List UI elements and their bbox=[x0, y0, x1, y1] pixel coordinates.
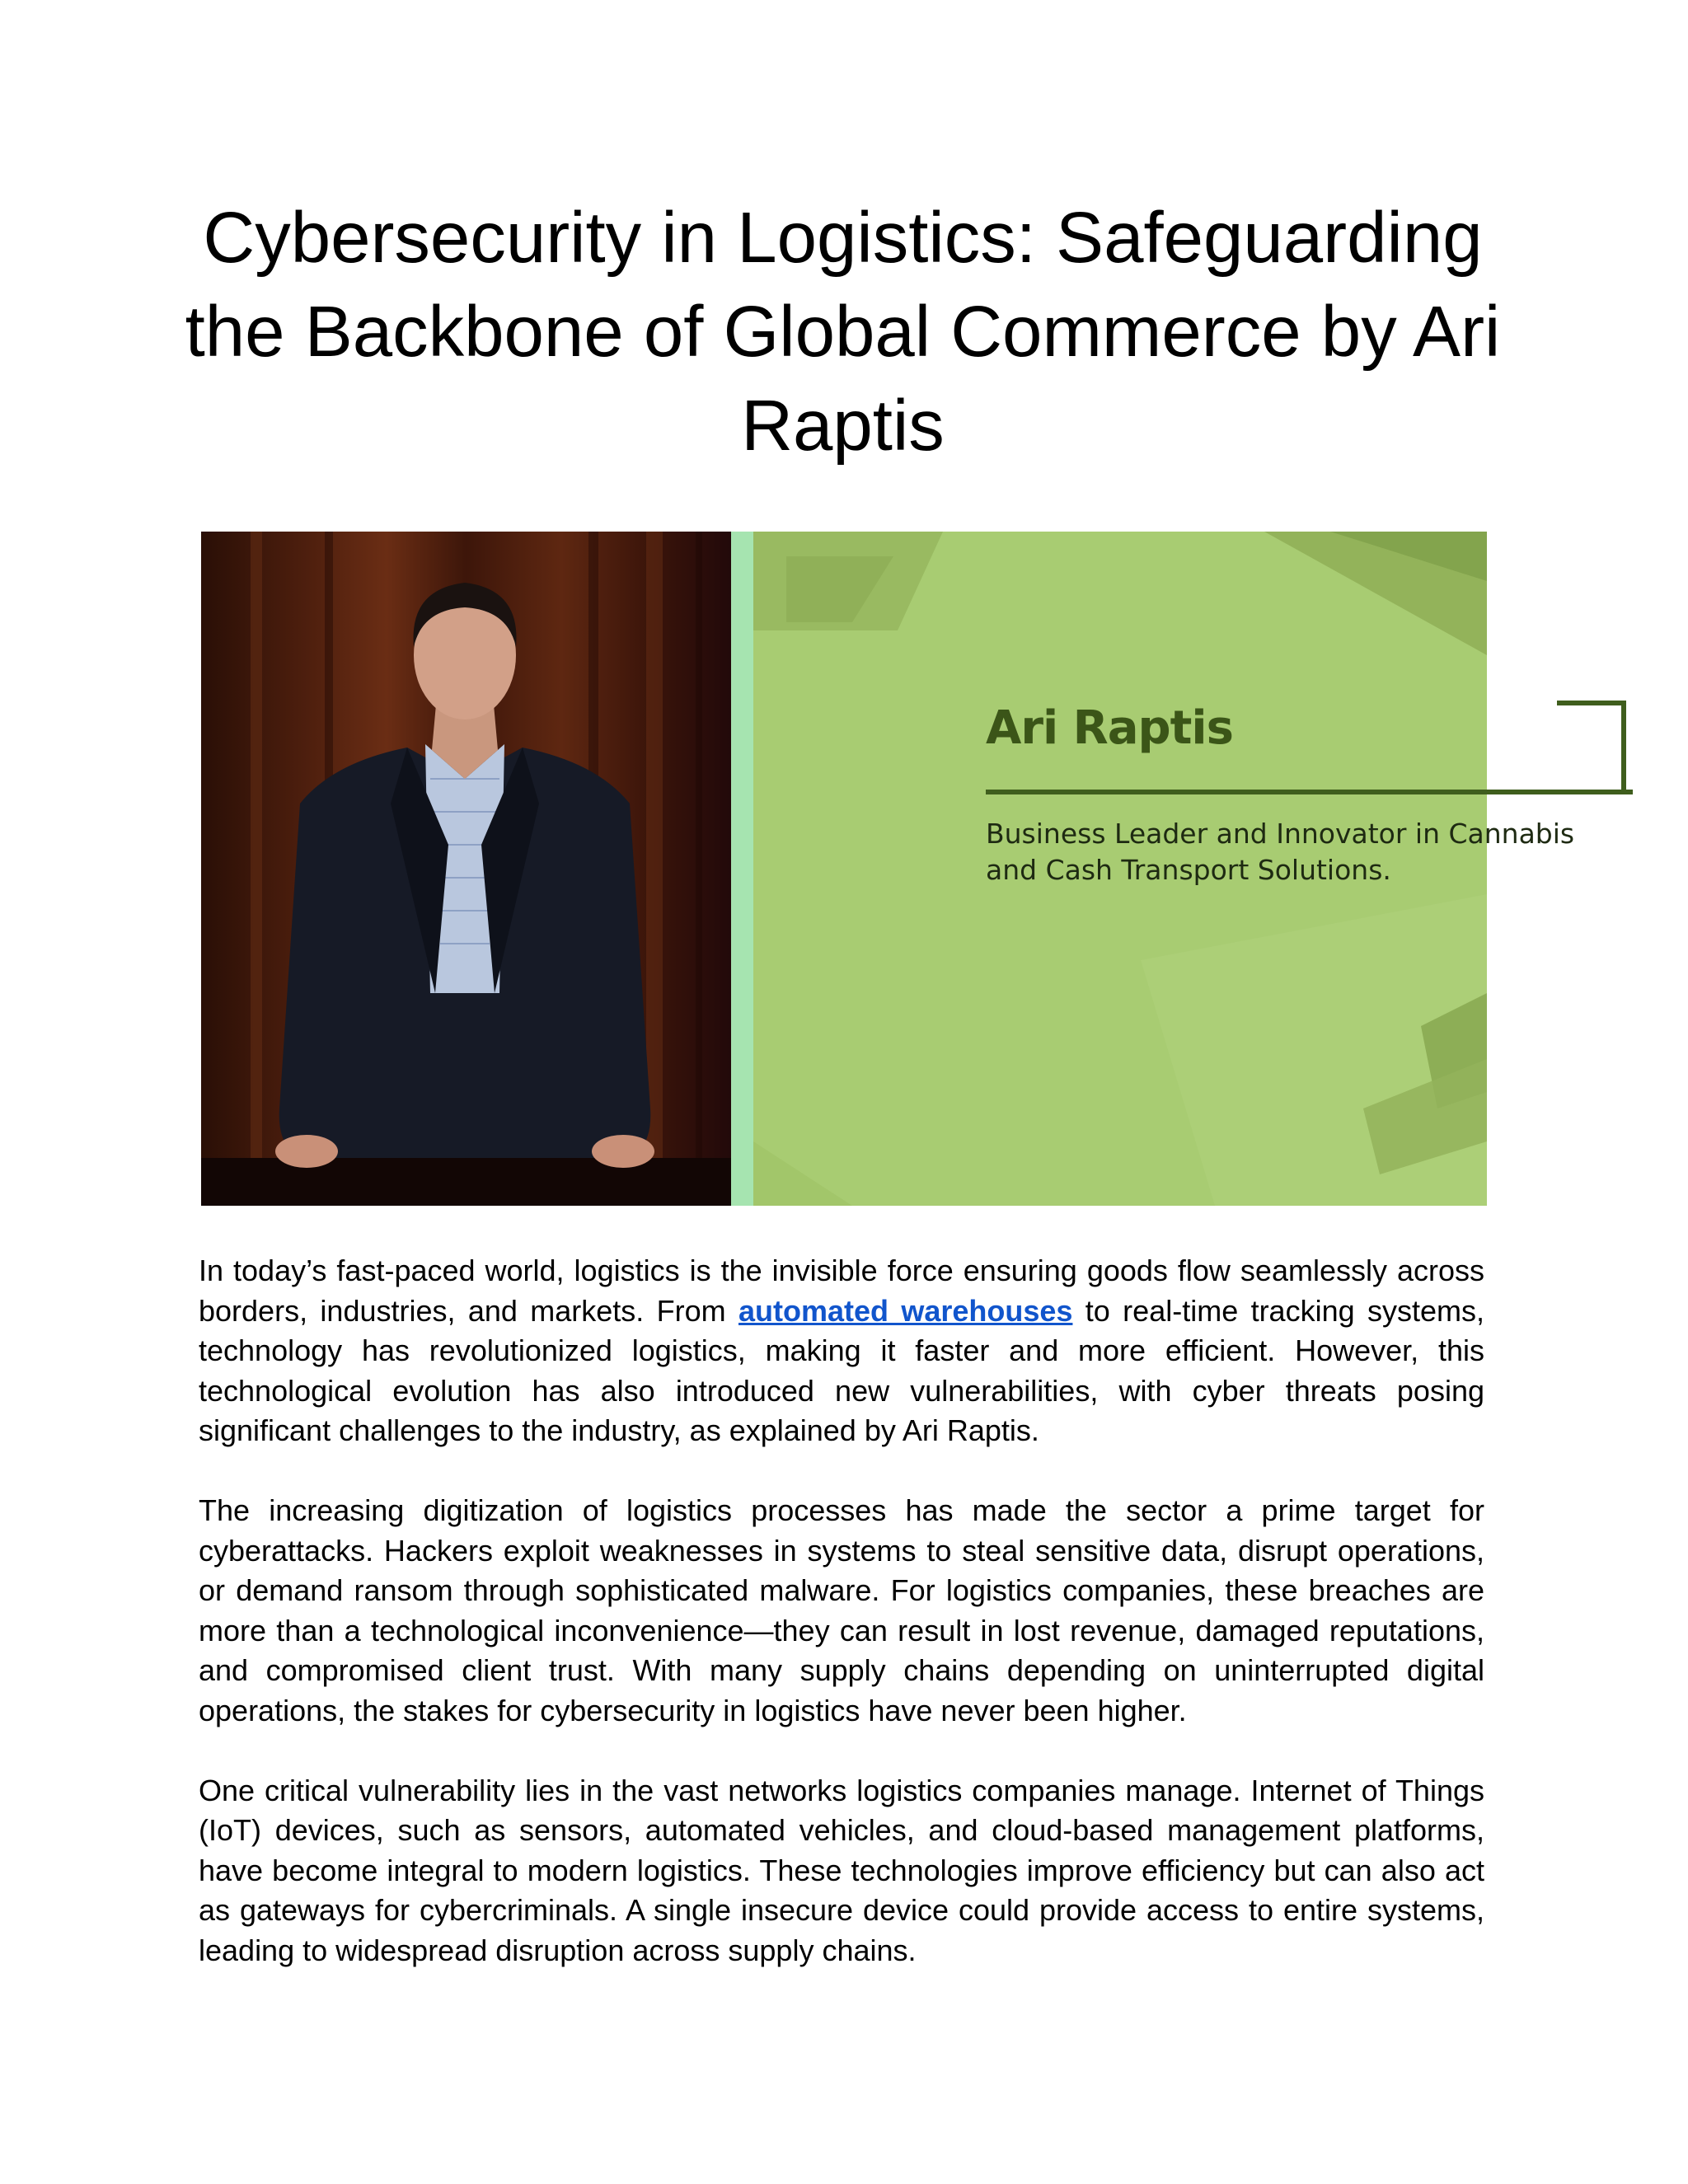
portrait-photo bbox=[201, 532, 731, 1206]
author-banner bbox=[201, 532, 1575, 1206]
banner-rule bbox=[986, 790, 1633, 794]
banner-tagline: Business Leader and Innovator in Cannabis and Cash Transport Solutions. bbox=[986, 818, 1575, 886]
banner-info-panel bbox=[753, 532, 1575, 1206]
paragraph-2: The increasing digitization of logistics processes has made the sector a prime target for cyberattacks. Hackers exploit weaknesses in systems to steal sensitive data, disrupt operations, or demand ransom through sophisticated malware. For logistics companies, these breaches are more than a technological inconvenience—they can result in lost revenue, damaged reputations, and compromised client trust. With many supply chains depending on uninterrupted digital operations, the stakes for cybersecurity in logistics have never been higher. bbox=[199, 1493, 1484, 1727]
paragraph-1-text-end: to real-time tracking systems, technology has revolutionized logistics, making it faster and more efficient. However, this technological evolution has also introduced new vulnerabilities, with cyber threats posing significant challenges to the industry, as explained by Ari Raptis. bbox=[199, 1293, 1484, 1448]
paragraph-1-text-start: In today’s fast-paced world, logistics is the invisible force ensuring goods flow seamlessly across borders, industries, and markets. From bbox=[199, 1254, 1484, 1328]
paragraph-3: One critical vulnerability lies in the vast networks logistics companies manage. Internet of Things (IoT) devices, such as sensors, automated vehicles, and cloud-based management platforms, have become integral to modern logistics. These technologies improve efficiency but can also act as gateways for cybercriminals. A single insecure device could provide access to entire systems, leading to widespread disruption across supply chains. bbox=[199, 1773, 1484, 1967]
accent-strip bbox=[731, 532, 753, 1206]
automated-warehouses-link[interactable]: automated warehouses bbox=[738, 1293, 1073, 1328]
banner-author-name: Ari Raptis bbox=[986, 701, 1233, 755]
article-body bbox=[199, 1251, 1484, 2011]
portrait-illustration bbox=[201, 532, 731, 1206]
paragraph-1 bbox=[199, 1251, 1484, 1451]
banner-frame-corner bbox=[1557, 701, 1626, 790]
page-title: Cybersecurity in Logistics: Safeguarding the Backbone of Global Commerce by Ari Raptis bbox=[185, 198, 1501, 466]
